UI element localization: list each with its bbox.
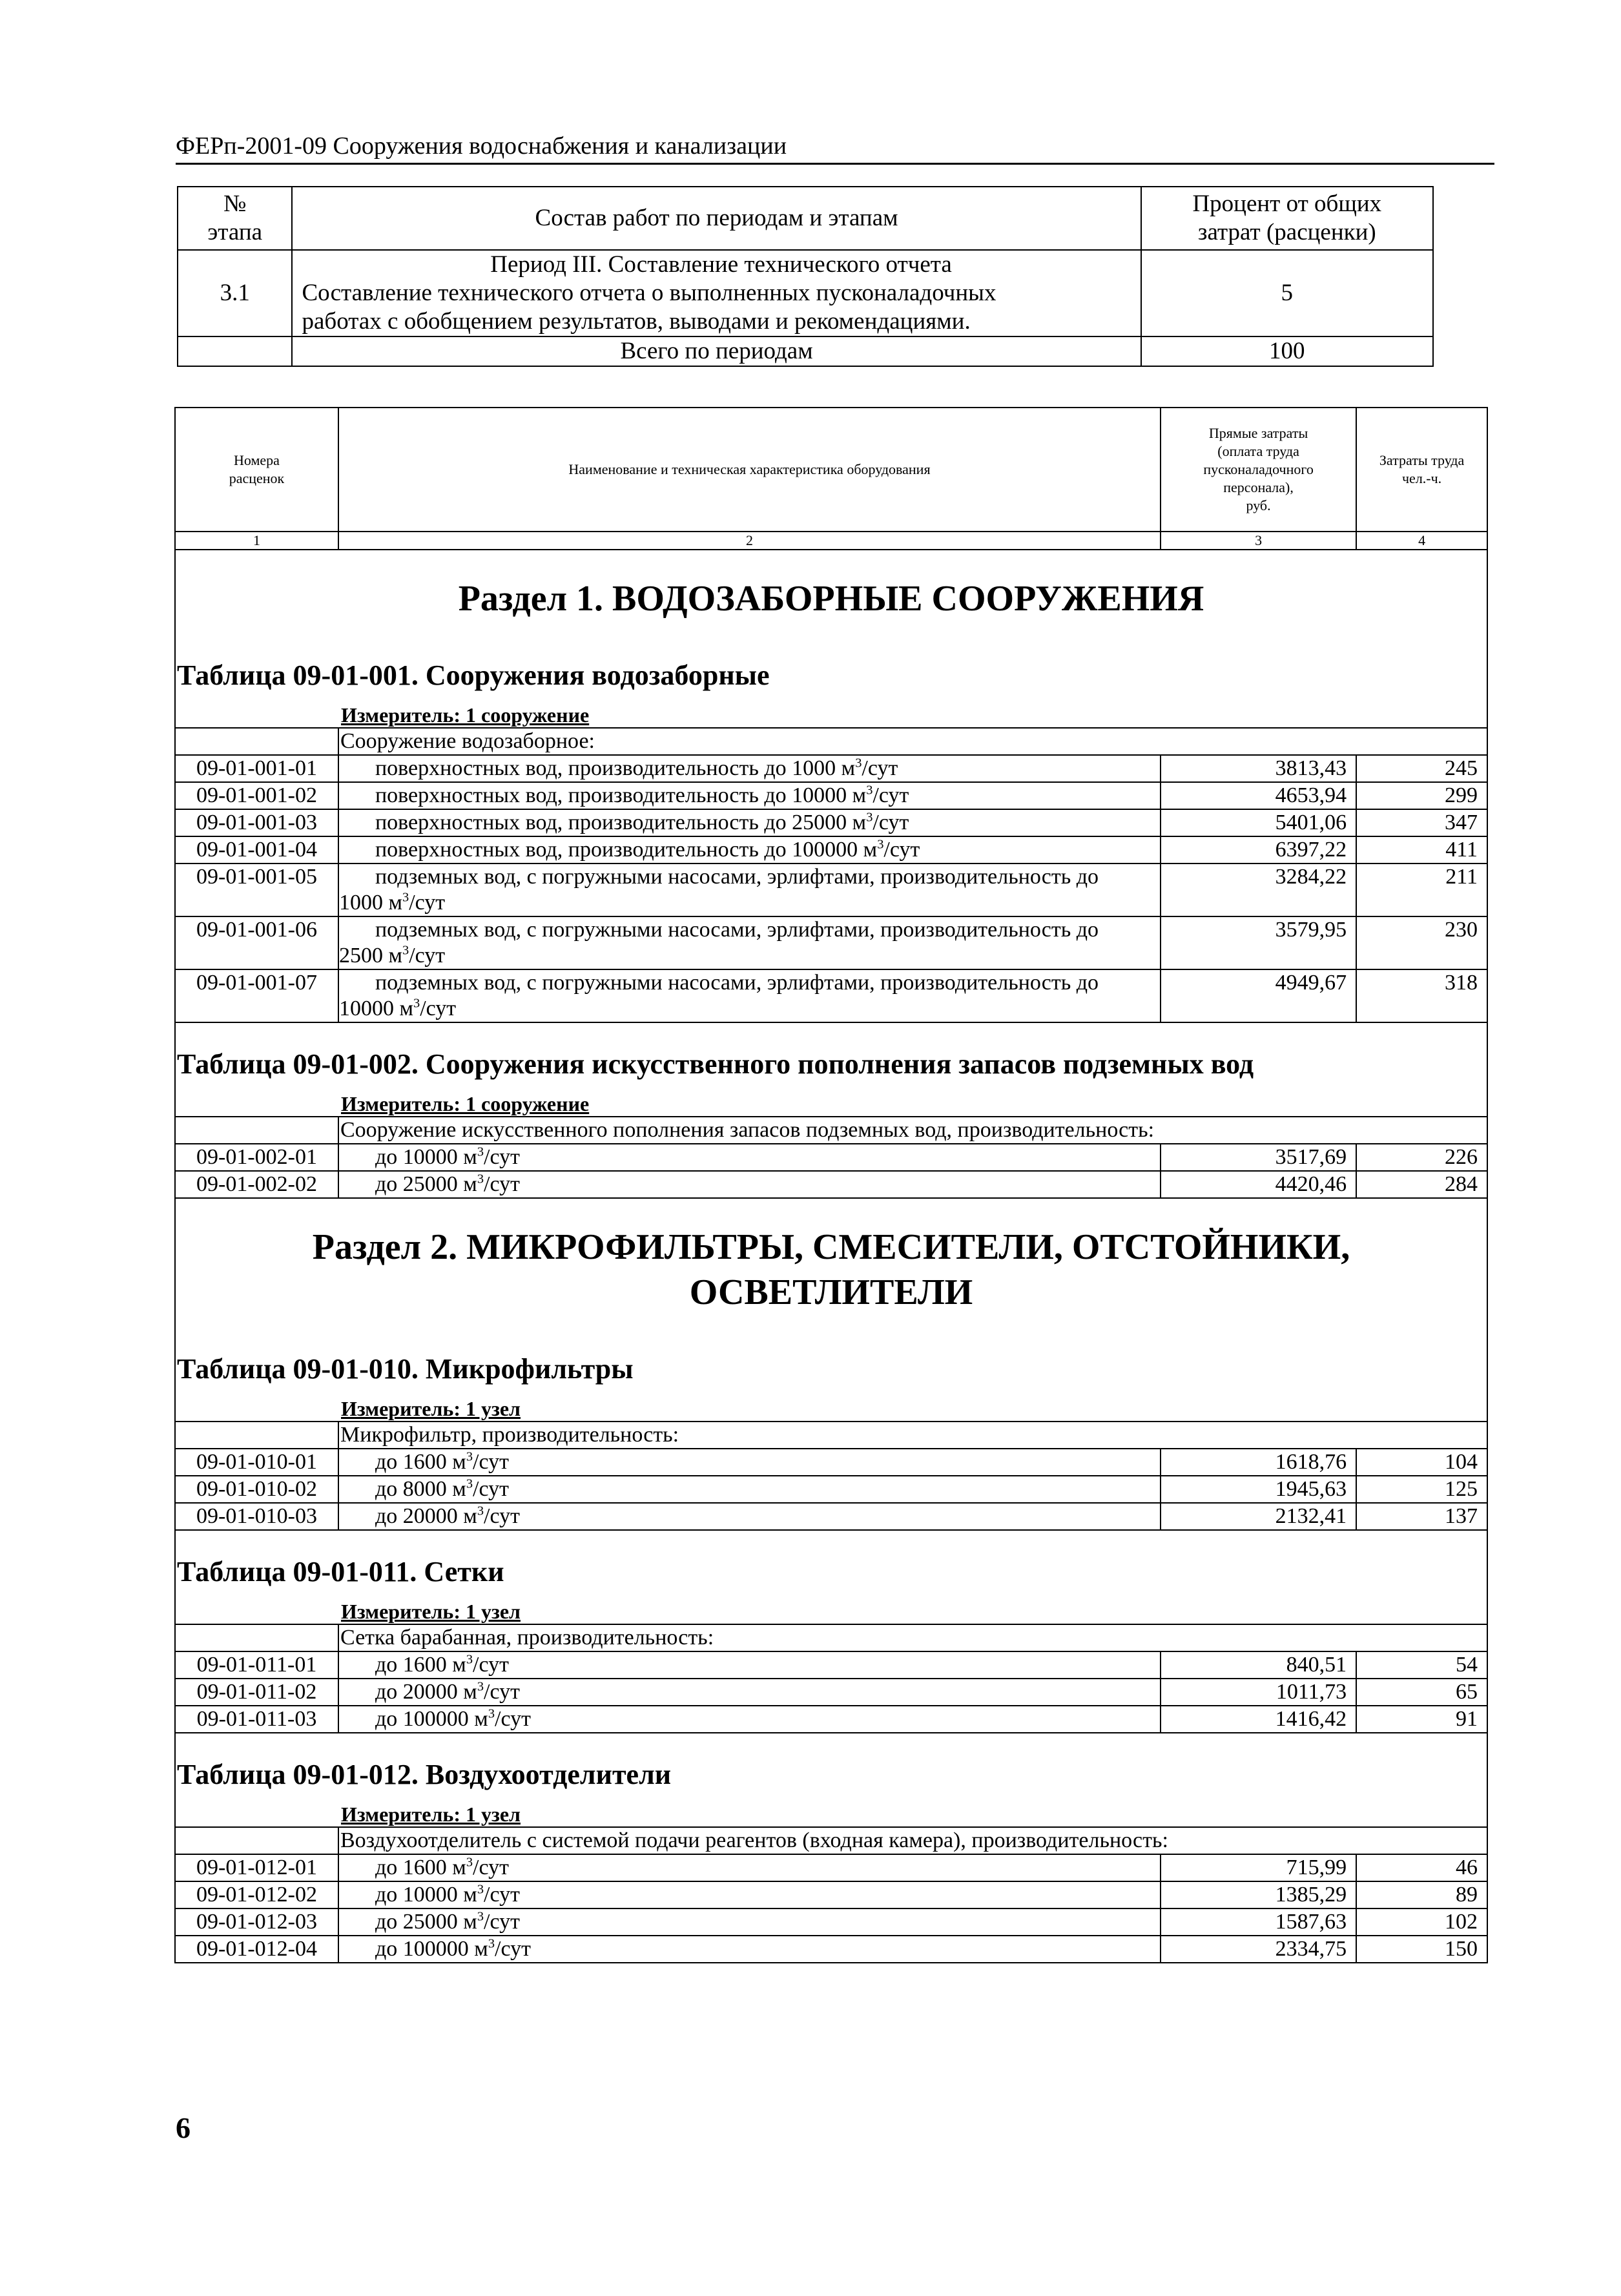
direct-cost-value: 1011,73 (1161, 1679, 1356, 1706)
item-unit: /сут (872, 783, 909, 807)
period-title: Период III. Составление технического отчета (490, 251, 952, 278)
table-row (175, 782, 1487, 809)
cubic-superscript: 3 (877, 837, 884, 852)
item-name-text: до 25000 м (375, 1910, 477, 1934)
page-number: 6 (176, 2111, 191, 2144)
item-name-text: до 1600 м (375, 1450, 466, 1474)
labor-value: 137 (1356, 1503, 1487, 1530)
labor-value: 46 (1356, 1854, 1487, 1881)
col-cost-line3: пусконаладочного (1203, 461, 1314, 477)
table-012-meter (175, 1802, 1487, 1827)
table-row (175, 1706, 1487, 1733)
table-010-title-text: Таблица 09-01-010. Микрофильтры (175, 1328, 1487, 1396)
cubic-superscript: 3 (477, 1909, 484, 1924)
item-name-text: подземных вод, с погружными насосами, эрлифтами, производительность до (375, 971, 1099, 995)
table-row (175, 916, 1487, 969)
item-capacity: 10000 м (338, 997, 413, 1020)
item-name-text: до 10000 м (375, 1883, 477, 1907)
item-name (338, 1476, 1161, 1503)
direct-cost-value: 1945,63 (1161, 1476, 1356, 1503)
table-row (175, 1651, 1487, 1679)
item-name (338, 1679, 1161, 1706)
item-unit: /сут (484, 1883, 520, 1907)
item-unit: /сут (495, 1937, 531, 1961)
item-name (338, 1503, 1161, 1530)
table-row (175, 1908, 1487, 1936)
total-empty-cell (178, 336, 292, 366)
item-name (338, 1449, 1161, 1476)
cubic-superscript: 3 (477, 1679, 484, 1694)
rate-code: 09-01-001-03 (175, 809, 338, 836)
item-unit: /сут (484, 1145, 520, 1169)
table-row (175, 1449, 1487, 1476)
running-header: ФЕРп-2001-09 Сооружения водоснабжения и канализации (176, 130, 1494, 165)
labor-value: 125 (1356, 1476, 1487, 1503)
item-name-text: до 10000 м (375, 1145, 477, 1169)
stage-number: 3.1 (178, 250, 292, 336)
direct-cost-value: 1587,63 (1161, 1908, 1356, 1936)
item-unit: /сут (484, 1680, 520, 1704)
table-012-meter-text: Измеритель: 1 узел (175, 1802, 1487, 1827)
table-row (175, 1503, 1487, 1530)
cubic-superscript: 3 (855, 756, 862, 771)
labor-value: 230 (1356, 916, 1487, 969)
table-row (175, 1144, 1487, 1171)
table-012-group-empty (175, 1827, 338, 1854)
direct-cost-value: 840,51 (1161, 1651, 1356, 1679)
item-name-continuation (339, 996, 1160, 1022)
item-name (338, 836, 1161, 864)
col-labor-header (1356, 408, 1487, 532)
item-name-text: до 100000 м (375, 1707, 488, 1731)
rate-code: 09-01-012-01 (175, 1854, 338, 1881)
column-numbers-row (175, 532, 1487, 550)
item-capacity: 1000 м (338, 891, 402, 915)
col-codes-line2: расценок (229, 470, 285, 486)
periods-header-row (178, 187, 1433, 250)
col-codes-header (175, 408, 338, 532)
table-010-meter (175, 1396, 1487, 1422)
labor-value: 104 (1356, 1449, 1487, 1476)
table-010-title (175, 1328, 1487, 1396)
col-direct-cost-header (1161, 408, 1356, 532)
item-unit: /сут (883, 838, 920, 862)
item-name-text: поверхностных вод, производительность до 10000 м (375, 783, 867, 807)
labor-value: 211 (1356, 864, 1487, 916)
item-name (338, 755, 1161, 782)
item-name-text: до 1600 м (375, 1653, 466, 1677)
table-row (175, 1881, 1487, 1908)
item-name (338, 1881, 1161, 1908)
labor-value: 65 (1356, 1679, 1487, 1706)
item-unit: /сут (862, 756, 898, 780)
periods-stage-row (178, 250, 1433, 336)
table-001-group (175, 728, 1487, 755)
cubic-superscript: 3 (402, 890, 409, 905)
item-name-text: до 100000 м (375, 1937, 488, 1961)
table-002-group-empty (175, 1117, 338, 1144)
stage-text-line2: работах с обобщением результатов, выводами и рекомендациями. (302, 308, 971, 335)
item-name (338, 1171, 1161, 1198)
column-number-2: 2 (338, 532, 1161, 550)
item-name (338, 1908, 1161, 1936)
table-011-title (175, 1530, 1487, 1599)
item-unit: /сут (484, 1172, 520, 1196)
cubic-superscript: 3 (477, 1504, 484, 1518)
item-capacity: 2500 м (338, 944, 402, 967)
direct-cost-value: 1416,42 (1161, 1706, 1356, 1733)
direct-cost-value: 1385,29 (1161, 1881, 1356, 1908)
table-002-group-text: Сооружение искусственного пополнения запасов подземных вод, производительность: (338, 1117, 1487, 1144)
item-name-text: до 20000 м (375, 1504, 477, 1528)
item-name-text: подземных вод, с погружными насосами, эрлифтами, производительность до (375, 865, 1099, 889)
cubic-superscript: 3 (866, 810, 873, 825)
table-row (175, 809, 1487, 836)
rate-code: 09-01-011-03 (175, 1706, 338, 1733)
section-2-heading-cell (175, 1198, 1487, 1328)
labor-value: 91 (1356, 1706, 1487, 1733)
col-work-composition-header: Состав работ по периодам и этапам (292, 187, 1141, 250)
item-name-text: до 8000 м (375, 1477, 466, 1501)
item-unit: /сут (409, 944, 446, 967)
stage-percent: 5 (1141, 250, 1433, 336)
item-unit: /сут (872, 811, 909, 834)
item-name (338, 1854, 1161, 1881)
item-name-text: поверхностных вод, производительность до 25000 м (375, 811, 867, 834)
price-table (174, 407, 1488, 1963)
table-011-group-empty (175, 1624, 338, 1651)
item-name-text: поверхностных вод, производительность до 1000 м (375, 756, 856, 780)
cubic-superscript: 3 (866, 783, 873, 798)
item-name (338, 809, 1161, 836)
direct-cost-value: 2334,75 (1161, 1936, 1356, 1963)
table-row (175, 1476, 1487, 1503)
col-cost-line5: руб. (1246, 497, 1271, 513)
item-name-text: до 25000 м (375, 1172, 477, 1196)
section-2-heading-line2: ОСВЕТЛИТЕЛИ (689, 1272, 973, 1312)
table-row (175, 864, 1487, 916)
col-cost-line4: персонала), (1223, 479, 1294, 495)
rate-code: 09-01-001-01 (175, 755, 338, 782)
item-name (338, 1936, 1161, 1963)
price-table-header-row (175, 408, 1487, 532)
table-001-title (175, 634, 1487, 703)
rate-code: 09-01-010-03 (175, 1503, 338, 1530)
table-001-meter-text: Измеритель: 1 сооружение (175, 703, 1487, 728)
rate-code: 09-01-001-05 (175, 864, 338, 916)
item-name (338, 1706, 1161, 1733)
table-002-title (175, 1022, 1487, 1091)
labor-value: 347 (1356, 809, 1487, 836)
table-001-group-empty (175, 728, 338, 755)
direct-cost-value: 3517,69 (1161, 1144, 1356, 1171)
column-number-3: 3 (1161, 532, 1356, 550)
item-name (338, 969, 1161, 1022)
table-002-group (175, 1117, 1487, 1144)
total-value: 100 (1141, 336, 1433, 366)
item-name-text: до 20000 м (375, 1680, 477, 1704)
rate-code: 09-01-012-03 (175, 1908, 338, 1936)
labor-value: 284 (1356, 1171, 1487, 1198)
col-percent-header (1141, 187, 1433, 250)
direct-cost-value: 5401,06 (1161, 809, 1356, 836)
table-011-meter-text: Измеритель: 1 узел (175, 1599, 1487, 1624)
column-number-1: 1 (175, 532, 338, 550)
table-012-group (175, 1827, 1487, 1854)
table-012-title (175, 1733, 1487, 1802)
item-unit: /сут (484, 1504, 520, 1528)
direct-cost-value: 4653,94 (1161, 782, 1356, 809)
cubic-superscript: 3 (466, 1476, 473, 1491)
table-001-title-text: Таблица 09-01-001. Сооружения водозаборные (175, 634, 1487, 703)
item-unit: /сут (409, 891, 446, 915)
table-row (175, 836, 1487, 864)
table-row (175, 1171, 1487, 1198)
table-row (175, 1679, 1487, 1706)
table-row (175, 1854, 1487, 1881)
periods-total-row (178, 336, 1433, 366)
col-labor-line2: чел.-ч. (1401, 470, 1442, 486)
table-row (175, 755, 1487, 782)
table-011-group-text: Сетка барабанная, производительность: (338, 1624, 1487, 1651)
item-unit: /сут (495, 1707, 531, 1731)
cubic-superscript: 3 (477, 1172, 484, 1186)
item-unit: /сут (473, 1477, 509, 1501)
labor-value: 89 (1356, 1881, 1487, 1908)
col-percent-line1: Процент от общих (1192, 191, 1382, 217)
labor-value: 411 (1356, 836, 1487, 864)
direct-cost-value: 3284,22 (1161, 864, 1356, 916)
item-unit: /сут (473, 1856, 509, 1879)
col-cost-line1: Прямые затраты (1208, 425, 1308, 441)
item-name (338, 1144, 1161, 1171)
section-2-heading-line1: Раздел 2. МИКРОФИЛЬТРЫ, СМЕСИТЕЛИ, ОТСТОЙНИКИ, (312, 1227, 1350, 1267)
cubic-superscript: 3 (466, 1652, 473, 1667)
table-001-group-text: Сооружение водозаборное: (338, 728, 1487, 755)
section-1-heading-cell (175, 550, 1487, 634)
cubic-superscript: 3 (477, 1882, 484, 1897)
cubic-superscript: 3 (413, 996, 420, 1011)
rate-code: 09-01-001-07 (175, 969, 338, 1022)
table-002-title-text: Таблица 09-01-002. Сооружения искусственного пополнения запасов подземных вод (175, 1022, 1487, 1091)
labor-value: 318 (1356, 969, 1487, 1022)
table-001-meter (175, 703, 1487, 728)
item-unit: /сут (473, 1653, 509, 1677)
direct-cost-value: 2132,41 (1161, 1503, 1356, 1530)
section-2-heading (175, 1198, 1487, 1328)
rate-code: 09-01-010-01 (175, 1449, 338, 1476)
labor-value: 226 (1356, 1144, 1487, 1171)
cubic-superscript: 3 (466, 1855, 473, 1870)
rate-code: 09-01-002-01 (175, 1144, 338, 1171)
stage-text-line1: Составление технического отчета о выполненных пусконаладочных (302, 280, 996, 306)
item-unit: /сут (473, 1450, 509, 1474)
labor-value: 245 (1356, 755, 1487, 782)
rate-code: 09-01-011-02 (175, 1679, 338, 1706)
direct-cost-value: 3813,43 (1161, 755, 1356, 782)
direct-cost-value: 715,99 (1161, 1854, 1356, 1881)
labor-value: 102 (1356, 1908, 1487, 1936)
item-name-text: поверхностных вод, производительность до 100000 м (375, 838, 878, 862)
item-name (338, 864, 1161, 916)
col-cost-line2: (оплата труда (1217, 443, 1299, 459)
rate-code: 09-01-001-02 (175, 782, 338, 809)
table-010-group-empty (175, 1422, 338, 1449)
item-unit: /сут (420, 997, 457, 1020)
cubic-superscript: 3 (488, 1936, 495, 1951)
table-012-title-text: Таблица 09-01-012. Воздухоотделители (175, 1733, 1487, 1802)
table-011-group (175, 1624, 1487, 1651)
cubic-superscript: 3 (402, 943, 409, 958)
table-010-meter-text: Измеритель: 1 узел (175, 1396, 1487, 1422)
total-label: Всего по периодам (292, 336, 1141, 366)
cubic-superscript: 3 (466, 1449, 473, 1464)
col-stage-number-line1: № (223, 191, 247, 217)
item-unit: /сут (484, 1910, 520, 1934)
direct-cost-value: 4420,46 (1161, 1171, 1356, 1198)
periods-table (177, 186, 1434, 367)
item-name-text: подземных вод, с погружными насосами, эрлифтами, производительность до (375, 918, 1099, 942)
rate-code: 09-01-012-02 (175, 1881, 338, 1908)
labor-value: 299 (1356, 782, 1487, 809)
rate-code: 09-01-011-01 (175, 1651, 338, 1679)
direct-cost-value: 6397,22 (1161, 836, 1356, 864)
table-row (175, 969, 1487, 1022)
col-labor-line1: Затраты труда (1379, 452, 1465, 468)
rate-code: 09-01-001-04 (175, 836, 338, 864)
table-row (175, 1936, 1487, 1963)
table-010-group (175, 1422, 1487, 1449)
item-name (338, 916, 1161, 969)
cubic-superscript: 3 (488, 1706, 495, 1721)
direct-cost-value: 1618,76 (1161, 1449, 1356, 1476)
item-name-continuation (339, 890, 1160, 916)
col-percent-line2: затрат (расценки) (1197, 219, 1376, 245)
table-002-meter-text: Измеритель: 1 сооружение (175, 1091, 1487, 1117)
table-010-group-text: Микрофильтр, производительность: (338, 1422, 1487, 1449)
direct-cost-value: 3579,95 (1161, 916, 1356, 969)
table-012-group-text: Воздухоотделитель с системой подачи реагентов (входная камера), производительность: (338, 1827, 1487, 1854)
col-stage-number-line2: этапа (207, 219, 263, 245)
cubic-superscript: 3 (477, 1144, 484, 1159)
col-codes-line1: Номера (234, 452, 280, 468)
table-011-meter (175, 1599, 1487, 1624)
item-name (338, 1651, 1161, 1679)
direct-cost-value: 4949,67 (1161, 969, 1356, 1022)
rate-code: 09-01-012-04 (175, 1936, 338, 1963)
item-name-continuation (339, 943, 1160, 969)
labor-value: 54 (1356, 1651, 1487, 1679)
item-name-text: до 1600 м (375, 1856, 466, 1879)
column-number-4: 4 (1356, 532, 1487, 550)
table-002-meter (175, 1091, 1487, 1117)
labor-value: 150 (1356, 1936, 1487, 1963)
col-name-header: Наименование и техническая характеристика оборудования (338, 408, 1161, 532)
col-stage-number-header (178, 187, 292, 250)
rate-code: 09-01-010-02 (175, 1476, 338, 1503)
table-011-title-text: Таблица 09-01-011. Сетки (175, 1530, 1487, 1599)
section-1-heading (175, 550, 1487, 634)
rate-code: 09-01-002-02 (175, 1171, 338, 1198)
rate-code: 09-01-001-06 (175, 916, 338, 969)
stage-description (292, 250, 1141, 336)
section-1-heading-line1: Раздел 1. ВОДОЗАБОРНЫЕ СООРУЖЕНИЯ (458, 579, 1204, 619)
item-name (338, 782, 1161, 809)
